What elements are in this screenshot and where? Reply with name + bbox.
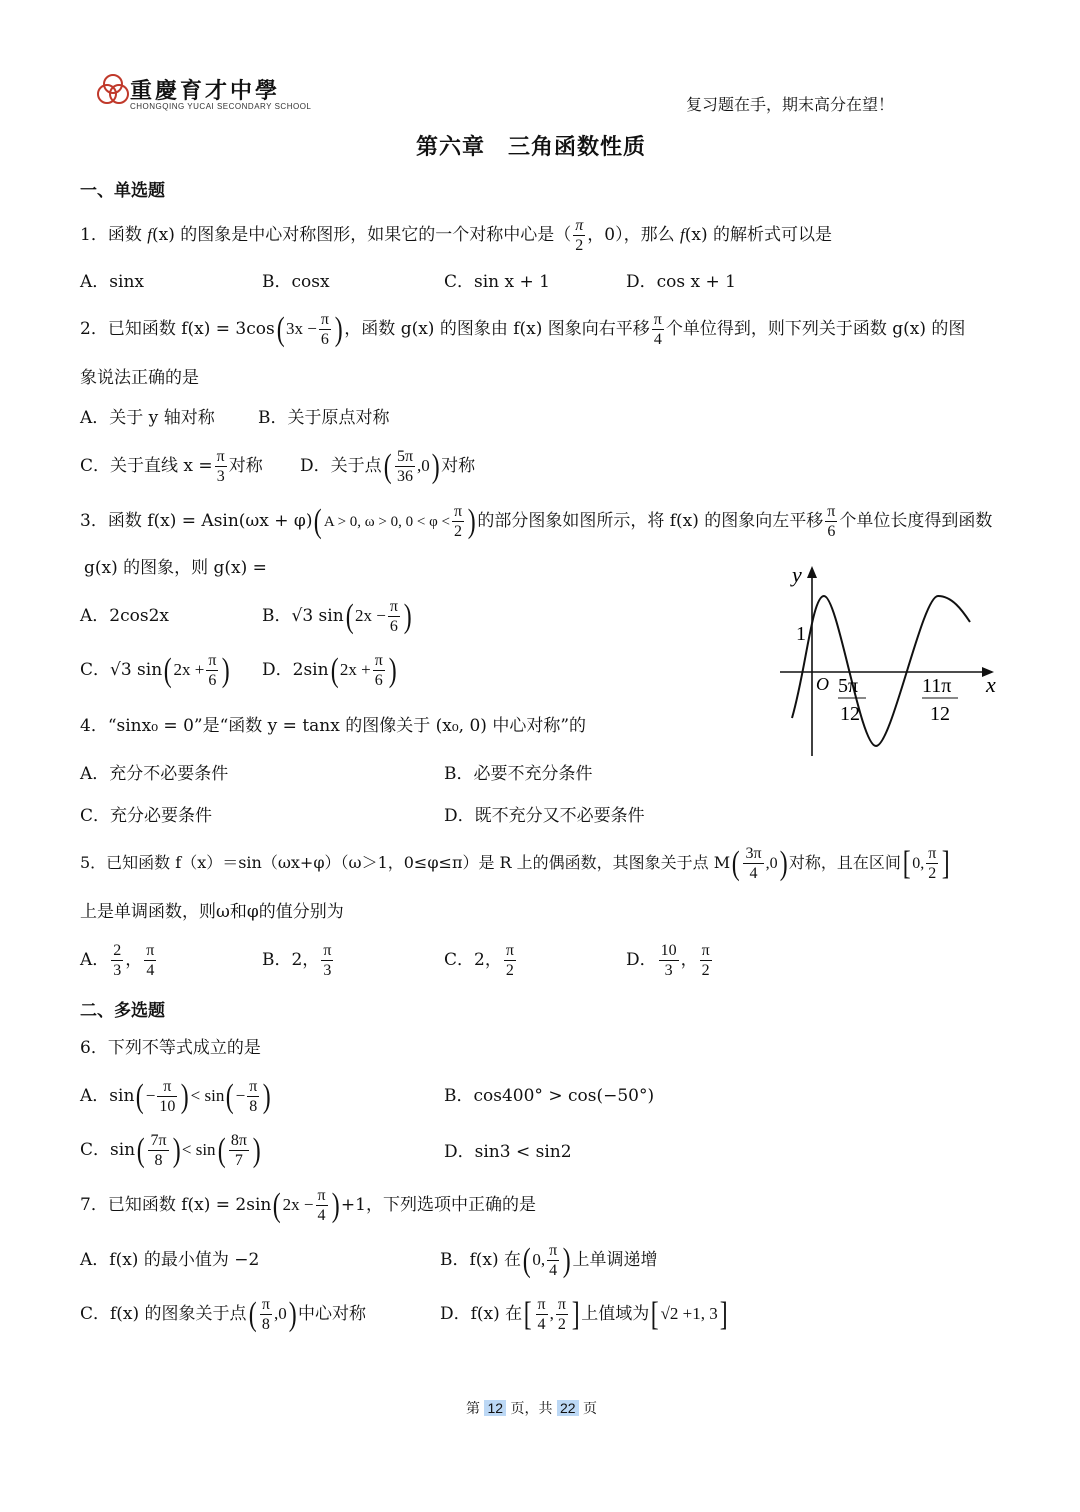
question-5-stem-cont: 上是单调函数，则ω和φ的值分别为 bbox=[80, 902, 344, 922]
question-1-stem: 1．函数 f(x) 的图象是中心对称图形，如果它的一个对称中心是（ $\frac{\pi}{2}$ ，0），那么 f(x) 的解析式可以是 bbox=[80, 217, 832, 254]
question-6-stem: 6．下列不等式成立的是 bbox=[80, 1038, 261, 1058]
question-5-stem: 5．已知函数 f（x）＝sin（ωx+φ）（ω＞1，0≤φ≤π）是 R 上的偶函数，其图象关于点 M( $\frac{3\pi}{4}$ ,0) 对称，且在区间[ 0, $\frac{\pi}{2}$ ] bbox=[80, 844, 950, 882]
question-1-option-a: A．sinx bbox=[80, 272, 144, 292]
question-1-option-b: B．cosx bbox=[262, 272, 330, 292]
graph-tick1-num: 5π bbox=[838, 675, 859, 697]
graph-origin: O bbox=[816, 674, 829, 694]
question-3-option-c: C．√3 sin(2x + $\frac{\pi}{6}$ ) bbox=[80, 651, 231, 689]
question-4-option-b: B．必要不充分条件 bbox=[444, 764, 593, 784]
page-total: 22 bbox=[557, 1400, 579, 1416]
graph-y-label: y bbox=[792, 562, 802, 587]
question-7-option-b: B．f(x) 在(0, $\frac{\pi}{4}$ )上单调递增 bbox=[440, 1241, 658, 1279]
section-single-choice: 一、单选题 bbox=[80, 181, 165, 201]
question-2-option-a: A．关于 y 轴对称 bbox=[80, 408, 215, 428]
school-name-en: CHONGQING YUCAI SECONDARY SCHOOL bbox=[130, 102, 312, 111]
question-1-option-d: D．cos x + 1 bbox=[626, 272, 736, 292]
graph-tick2-num: 11π bbox=[922, 675, 952, 697]
question-3-option-b: B．√3 sin(2x − $\frac{\pi}{6}$ ) bbox=[262, 597, 412, 635]
graph-tick2-den: 12 bbox=[930, 703, 950, 725]
section-multi-choice: 二、多选题 bbox=[80, 1001, 165, 1021]
question-6-option-d: D．sin3 < sin2 bbox=[444, 1142, 572, 1162]
graph-y-one: 1 bbox=[796, 623, 806, 645]
question-7-option-c: C．f(x) 的图象关于点( $\frac{\pi}{8}$ ,0)中心对称 bbox=[80, 1295, 367, 1333]
question-4-option-a: A．充分不必要条件 bbox=[80, 764, 229, 784]
graph-x-label: x bbox=[986, 672, 996, 697]
sine-graph bbox=[776, 560, 1006, 760]
page-number: 12 bbox=[484, 1400, 506, 1416]
question-4-option-d: D．既不充分又不必要条件 bbox=[444, 806, 645, 826]
question-2-stem: 2．已知函数 f(x) = 3cos(3x − $\frac{\pi}{6}$ )，函数 g(x) 的图象由 f(x) 图象向右平移 $\frac{\pi}{4}$ 个单位得到，则下列关于函数 g(x) 的图 bbox=[80, 310, 966, 348]
question-2-option-b: B．关于原点对称 bbox=[258, 408, 390, 428]
question-3-stem: 3．函数 f(x) = Asin(ωx + φ)( A > 0, ω > 0, 0 < φ < $\frac{\pi}{2}$ )的部分图象如图所示，将 f(x) 的图象向左平移 $\frac{\pi}{6}$ 个单位长度得到函数 bbox=[80, 502, 993, 540]
question-2-option-c: C．关于直线 x = $\frac{\pi}{3}$ 对称 bbox=[80, 448, 263, 485]
slogan: 复习题在手，期末高分在望！ bbox=[686, 95, 895, 114]
question-4-stem: 4．“sinx₀ = 0”是“函数 y = tanx 的图像关于 (x₀, 0) 中心对称”的 bbox=[80, 716, 587, 736]
question-3-stem-cont: g(x) 的图象，则 g(x) = bbox=[84, 558, 267, 578]
logo-emblem-icon bbox=[94, 72, 134, 112]
question-6-option-b: B．cos400° > cos(−50°) bbox=[444, 1086, 655, 1106]
question-5-option-c: C．2， $\frac{\pi}{2}$ bbox=[444, 942, 514, 979]
question-6-option-c: C．sin( $\frac{7\pi}{8}$ )< sin( $\frac{8\pi}{7}$ ) bbox=[80, 1131, 261, 1169]
question-6-option-a: A．sin(− $\frac{\pi}{10}$ )< sin(− $\frac{\pi}{8}$ ) bbox=[80, 1077, 271, 1115]
question-4-option-c: C．充分必要条件 bbox=[80, 806, 213, 826]
question-7-option-d: D．f(x) 在[ $\frac{\pi}{4}$ , $\frac{\pi}{2}$ ]上值域为[√2 +1, 3] bbox=[440, 1295, 728, 1333]
page-title: 第六章 三角函数性质 bbox=[416, 134, 647, 160]
school-name-cn: 重慶育才中學 bbox=[130, 78, 281, 104]
question-5-option-a: A． $\frac{2}{3}$ ， $\frac{\pi}{4}$ bbox=[80, 942, 155, 979]
graph-tick1-den: 12 bbox=[840, 703, 860, 725]
question-3-option-a: A．2cos2x bbox=[80, 606, 169, 626]
question-2-option-d: D．关于点( $\frac{5\pi}{36}$ ,0)对称 bbox=[300, 447, 476, 485]
question-7-stem: 7．已知函数 f(x) = 2sin(2x − $\frac{\pi}{4}$ )+1，下列选项中正确的是 bbox=[80, 1186, 536, 1224]
page-footer: 第 12 页，共 22 页 bbox=[466, 1400, 597, 1417]
question-5-option-b: B．2， $\frac{\pi}{3}$ bbox=[262, 942, 332, 979]
question-1-option-c: C．sin x + 1 bbox=[444, 272, 550, 292]
question-7-option-a: A．f(x) 的最小值为 −2 bbox=[80, 1250, 260, 1270]
question-3-option-d: D．2sin(2x + $\frac{\pi}{6}$ ) bbox=[262, 651, 397, 689]
question-5-option-d: D． $\frac{10}{3}$ ， $\frac{\pi}{2}$ bbox=[626, 942, 710, 979]
school-logo bbox=[94, 72, 312, 112]
question-2-stem-cont: 象说法正确的是 bbox=[80, 368, 199, 388]
